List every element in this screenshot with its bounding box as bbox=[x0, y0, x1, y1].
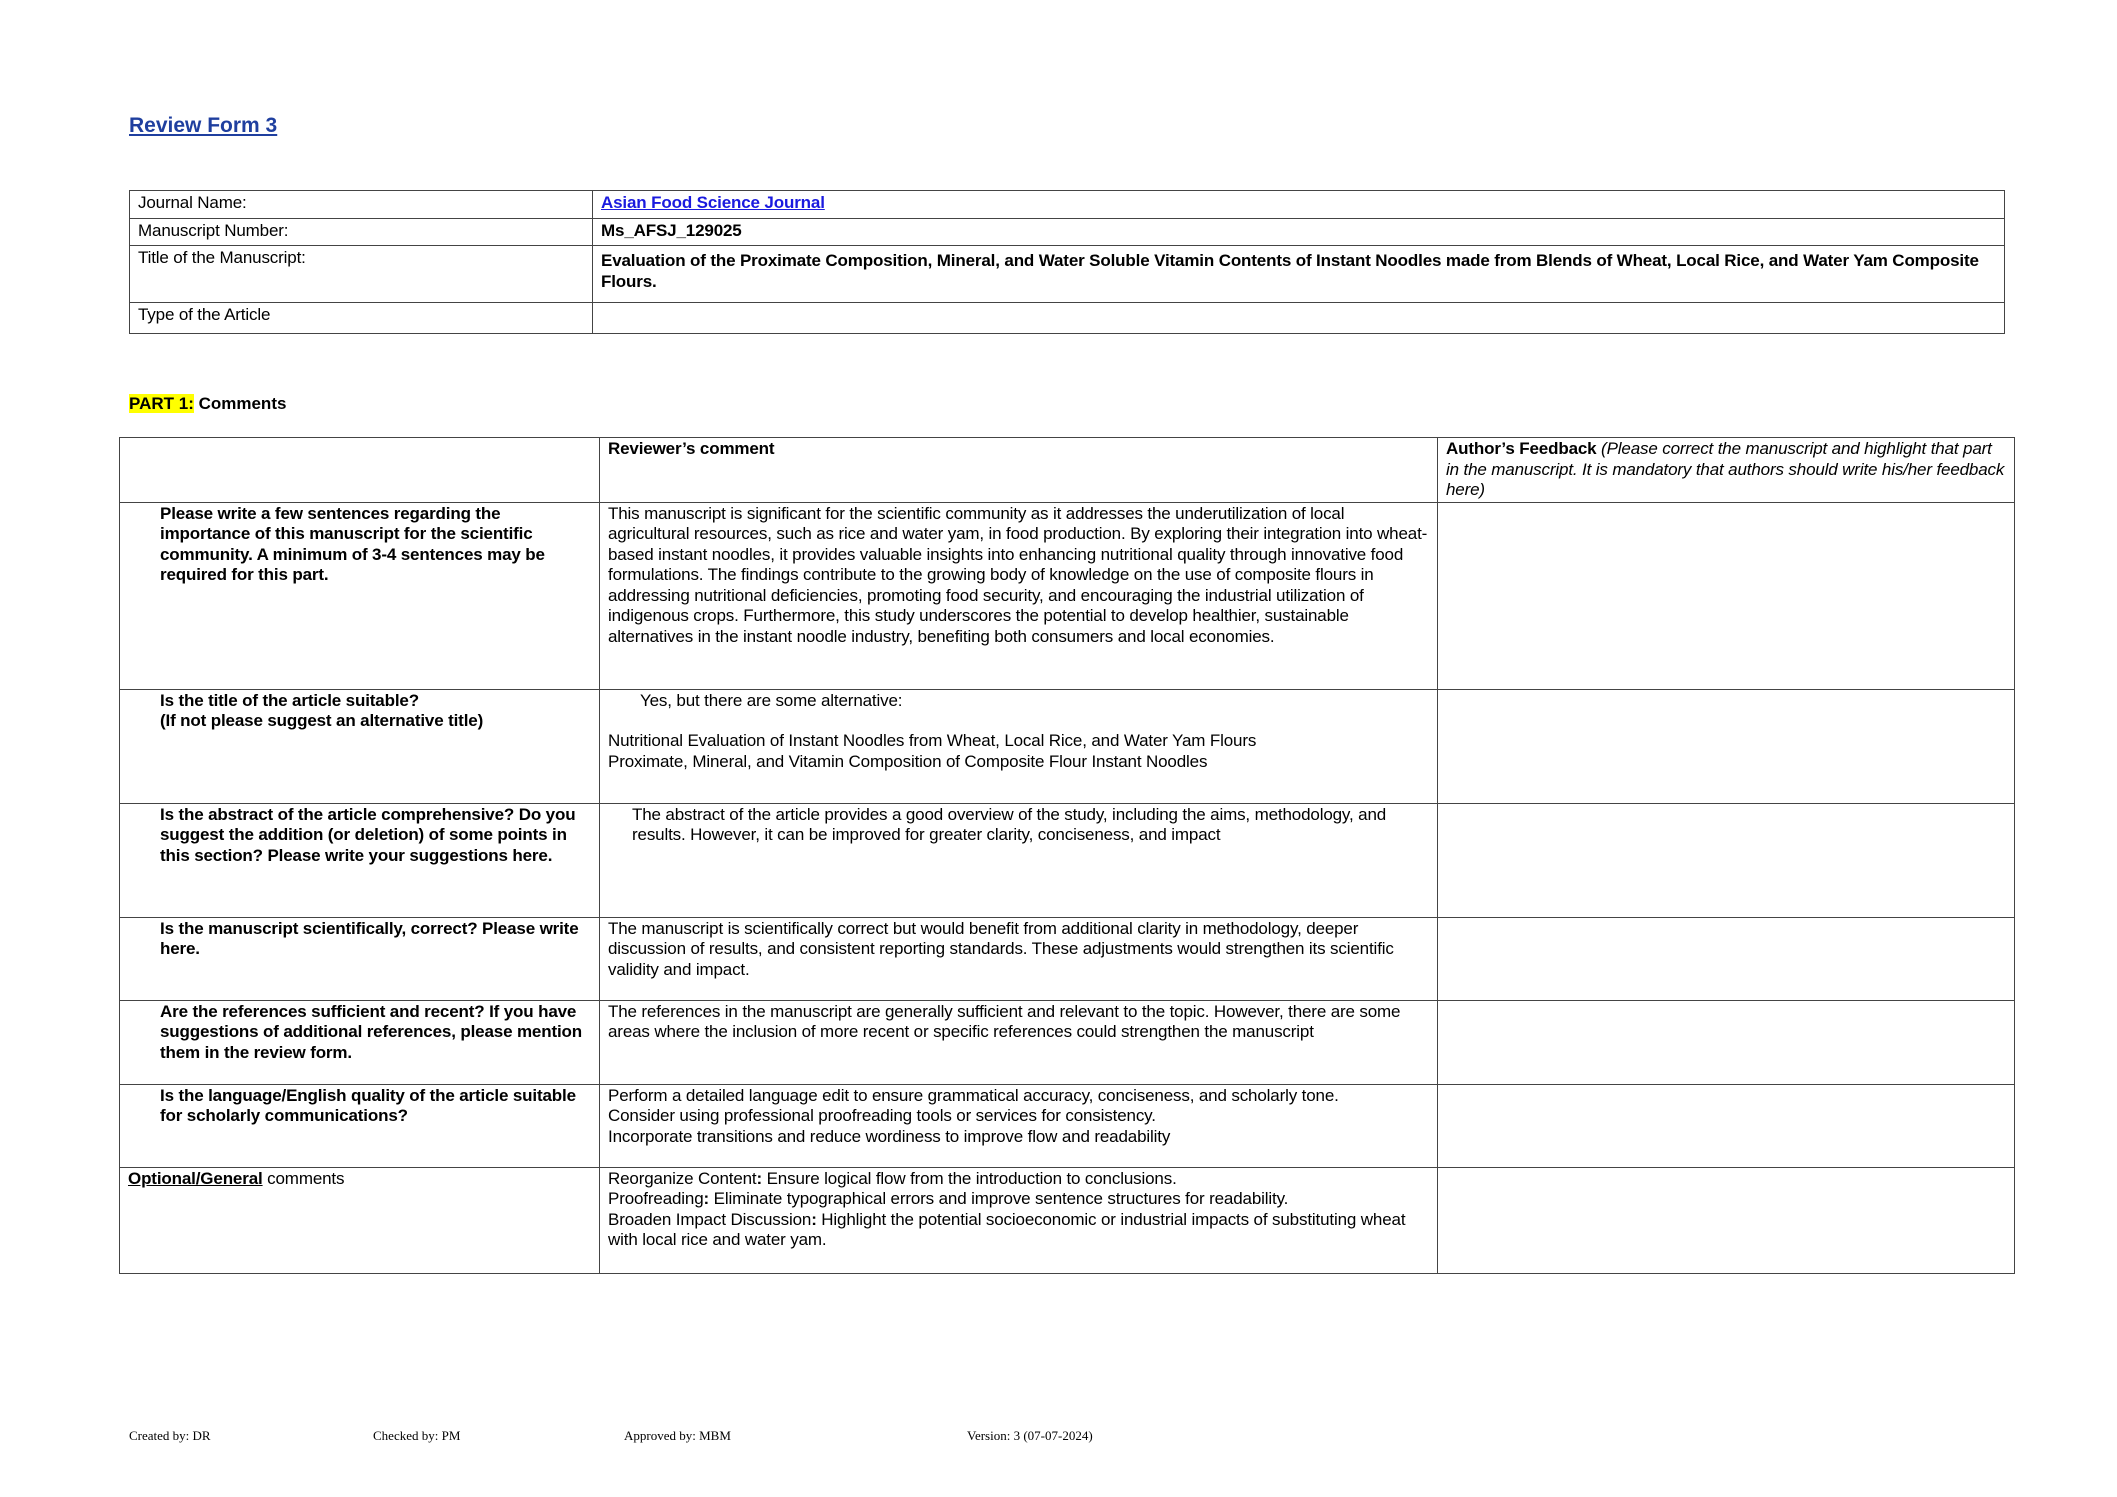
comment-item: Proofreading: Eliminate typographical errors and improve sentence structures for readability. bbox=[608, 1189, 1289, 1208]
table-row bbox=[120, 502, 2015, 689]
comment-item: Broaden Impact Discussion: Highlight the potential socioeconomic or industrial impacts of substituting wheat with local rice and water yam. bbox=[608, 1209, 1406, 1249]
table-row bbox=[120, 689, 2015, 803]
question: Please write a few sentences regarding the importance of this manuscript for the scientific community. A minimum of 3-4 sentences may be required for this part. bbox=[120, 502, 600, 689]
reviewer-comment[interactable] bbox=[600, 1084, 1438, 1167]
manuscript-title-row bbox=[130, 246, 2005, 303]
manuscript-number-label: Manuscript Number: bbox=[130, 219, 593, 246]
manuscript-number-row bbox=[130, 219, 2005, 246]
reviewer-comment[interactable]: The references in the manuscript are generally sufficient and relevant to the topic. However, there are some areas where the inclusion of more recent or specific references could strengthen the manuscript bbox=[600, 1000, 1438, 1084]
item-text: Ensure logical flow from the introduction to conclusions. bbox=[762, 1168, 1177, 1188]
table-row bbox=[120, 917, 2015, 1000]
header-row bbox=[120, 438, 2015, 503]
manuscript-title-label: Title of the Manuscript: bbox=[130, 246, 593, 303]
reviewer-comment[interactable]: This manuscript is significant for the scientific community as it addresses the underutilization of local agricultural resources, such as rice and water yam, in food production. By exploring their integration into wheat-based instant noodles, it provides valuable insights into enhancing nutritional quality through innovative food formulations. The findings contribute to the growing body of knowledge on the use of composite flours in addressing nutritional deficiencies, promoting food security, and encouraging the industrial utilization of indigenous crops. Furthermore, this study underscores the potential to develop healthier, sustainable alternatives in the instant noodle industry, benefiting both consumers and local economies. bbox=[600, 502, 1438, 689]
question: Are the references sufficient and recent? If you have suggestions of additional references, please mention them in the review form. bbox=[120, 1000, 600, 1084]
author-feedback-title: Author’s Feedback bbox=[1446, 439, 1597, 458]
optional-general-label: Optional/General bbox=[128, 1168, 263, 1188]
alternative-title: Proximate, Mineral, and Vitamin Composition of Composite Flour Instant Noodles bbox=[608, 751, 1208, 771]
journal-label: Journal Name: bbox=[130, 191, 593, 219]
table-row bbox=[120, 803, 2015, 917]
comment-item: Reorganize Content: Ensure logical flow from the introduction to conclusions. bbox=[608, 1168, 1177, 1188]
comments-table bbox=[119, 437, 2015, 1274]
item-label: Reorganize Content bbox=[608, 1168, 757, 1188]
table-row bbox=[120, 1000, 2015, 1084]
table-row bbox=[120, 1167, 2015, 1273]
question: Is the title of the article suitable? (If not please suggest an alternative title) bbox=[120, 689, 600, 803]
part-label: PART 1: bbox=[129, 394, 194, 413]
part-heading bbox=[129, 394, 286, 414]
article-type-value bbox=[593, 303, 2005, 334]
alternative-title: Nutritional Evaluation of Instant Noodles from Wheat, Local Rice, and Water Yam Flours bbox=[608, 731, 1257, 750]
comment-line: Perform a detailed language edit to ensure grammatical accuracy, conciseness, and scholarly tone. bbox=[608, 1085, 1339, 1105]
author-feedback-cell[interactable] bbox=[1438, 1084, 2015, 1167]
footer-version: Version: 3 (07-07-2024) bbox=[967, 1428, 1093, 1443]
question: Is the abstract of the article comprehensive? Do you suggest the addition (or deletion) of some points in this section? Please write your suggestions here. bbox=[120, 803, 600, 917]
footer-approved: Approved by: MBM bbox=[624, 1428, 731, 1443]
reviewer-comment[interactable] bbox=[600, 689, 1438, 803]
author-feedback-cell[interactable] bbox=[1438, 1000, 2015, 1084]
reviewer-comment-header: Reviewer’s comment bbox=[600, 438, 1438, 503]
author-feedback-cell[interactable] bbox=[1438, 803, 2015, 917]
author-feedback-header bbox=[1438, 438, 2015, 503]
question bbox=[120, 1167, 600, 1273]
author-feedback-cell[interactable] bbox=[1438, 502, 2015, 689]
journal-row bbox=[130, 191, 2005, 219]
footer-created: Created by: DR bbox=[129, 1428, 211, 1443]
part-title: Comments bbox=[193, 394, 287, 413]
article-type-row bbox=[130, 303, 2005, 334]
author-feedback-cell[interactable] bbox=[1438, 1167, 2015, 1273]
author-feedback-cell[interactable] bbox=[1438, 689, 2015, 803]
comment-intro: Yes, but there are some alternative: bbox=[640, 690, 903, 710]
manuscript-info-table bbox=[129, 190, 2005, 334]
author-feedback-instructions: (Please correct the manuscript and highlight that part in the manuscript. It is mandatory that authors should write his/her feedback here) bbox=[1446, 439, 2005, 499]
item-text: Eliminate typographical errors and improve sentence structures for readability. bbox=[709, 1189, 1289, 1208]
manuscript-title-value: Evaluation of the Proximate Composition, Mineral, and Water Soluble Vitamin Contents of Instant Noodles made from Blends of Wheat, Local Rice, and Water Yam Composite Flours. bbox=[593, 246, 2005, 303]
item-label: Proofreading bbox=[608, 1189, 704, 1208]
comment-line: Incorporate transitions and reduce wordiness to improve flow and readability bbox=[608, 1126, 1171, 1146]
journal-link[interactable]: Asian Food Science Journal bbox=[601, 193, 825, 212]
reviewer-comment[interactable]: The manuscript is scientifically correct but would benefit from additional clarity in methodology, deeper discussion of results, and consistent reporting standards. These adjustments would strengthen its scientific validity and impact. bbox=[600, 917, 1438, 1000]
item-label: Broaden Impact Discussion bbox=[608, 1209, 812, 1229]
form-title[interactable]: Review Form 3 bbox=[129, 114, 278, 137]
article-type-label: Type of the Article bbox=[130, 303, 593, 334]
question: Is the manuscript scientifically, correct? Please write here. bbox=[120, 917, 600, 1000]
table-row bbox=[120, 1084, 2015, 1167]
item-text: Highlight the potential socioeconomic or industrial impacts of substituting wheat with local rice and water yam. bbox=[608, 1209, 1406, 1249]
manuscript-number-value: Ms_AFSJ_129025 bbox=[593, 219, 2005, 246]
reviewer-comment[interactable]: The abstract of the article provides a good overview of the study, including the aims, methodology, and results. However, it can be improved for greater clarity, conciseness, and impact bbox=[600, 803, 1438, 917]
reviewer-comment[interactable] bbox=[600, 1167, 1438, 1273]
author-feedback-cell[interactable] bbox=[1438, 917, 2015, 1000]
comment-line: Consider using professional proofreading tools or services for consistency. bbox=[608, 1106, 1156, 1125]
footer-checked: Checked by: PM bbox=[373, 1428, 461, 1443]
question: Is the language/English quality of the article suitable for scholarly communications? bbox=[120, 1084, 600, 1167]
comments-label: comments bbox=[262, 1168, 345, 1188]
